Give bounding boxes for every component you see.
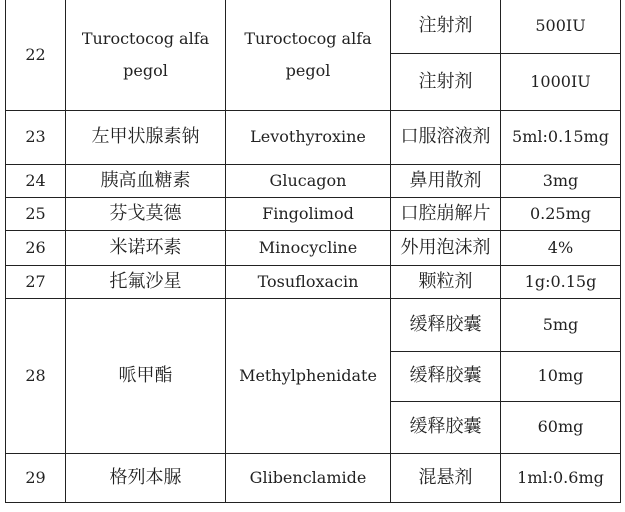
table-row [6, 265, 621, 298]
dosage-form: 口腔崩解片 [391, 197, 501, 230]
drug-name-cn: 芬戈莫德 [66, 197, 226, 230]
drug-name-cn: 托氟沙星 [66, 265, 226, 298]
table-row [6, 110, 621, 164]
drug-name-cn: 米诺环素 [66, 230, 226, 265]
drug-name-cn: 胰高血糖素 [66, 164, 226, 197]
strength: 10mg [501, 351, 621, 401]
table-row [6, 453, 621, 502]
row-number: 25 [6, 197, 66, 230]
strength: 4% [501, 230, 621, 265]
drug-name-en: Minocycline [226, 230, 391, 265]
strength: 5mg [501, 298, 621, 351]
row-number: 22 [6, 0, 66, 110]
strength: 3mg [501, 164, 621, 197]
dosage-form: 缓释胶囊 [391, 351, 501, 401]
drug-name-cn: 格列本脲 [66, 453, 226, 502]
dosage-form: 缓释胶囊 [391, 298, 501, 351]
row-number: 26 [6, 230, 66, 265]
drug-name-en: Fingolimod [226, 197, 391, 230]
table-row [6, 197, 621, 230]
row-number: 28 [6, 298, 66, 453]
dosage-form: 口服溶液剂 [391, 110, 501, 164]
dosage-form: 外用泡沫剂 [391, 230, 501, 265]
drug-name-en: Glucagon [226, 164, 391, 197]
row-number: 24 [6, 164, 66, 197]
row-number: 23 [6, 110, 66, 164]
table-row [6, 164, 621, 197]
strength: 1ml:0.6mg [501, 453, 621, 502]
strength: 500IU [501, 0, 621, 53]
drug-name-cn: 左甲状腺素钠 [66, 110, 226, 164]
dosage-form: 缓释胶囊 [391, 401, 501, 453]
dosage-form: 混悬剂 [391, 453, 501, 502]
drug-name-en: Glibenclamide [226, 453, 391, 502]
strength: 1g:0.15g [501, 265, 621, 298]
table-row [6, 298, 621, 351]
strength: 1000IU [501, 53, 621, 110]
dosage-form: 鼻用散剂 [391, 164, 501, 197]
row-number: 27 [6, 265, 66, 298]
strength: 60mg [501, 401, 621, 453]
drug-name-en: Levothyroxine [226, 110, 391, 164]
strength: 0.25mg [501, 197, 621, 230]
drug-name-cn: Turoctocog alfa pegol [66, 0, 226, 110]
drug-name-en: Tosufloxacin [226, 265, 391, 298]
drug-name-cn: 哌甲酯 [66, 298, 226, 453]
drug-name-en: Methylphenidate [226, 298, 391, 453]
dosage-form: 注射剂 [391, 0, 501, 53]
drug-table [5, 0, 621, 503]
strength: 5ml:0.15mg [501, 110, 621, 164]
dosage-form: 颗粒剂 [391, 265, 501, 298]
table-row [6, 0, 621, 53]
table-row [6, 230, 621, 265]
row-number: 29 [6, 453, 66, 502]
dosage-form: 注射剂 [391, 53, 501, 110]
drug-name-en: Turoctocog alfa pegol [226, 0, 391, 110]
